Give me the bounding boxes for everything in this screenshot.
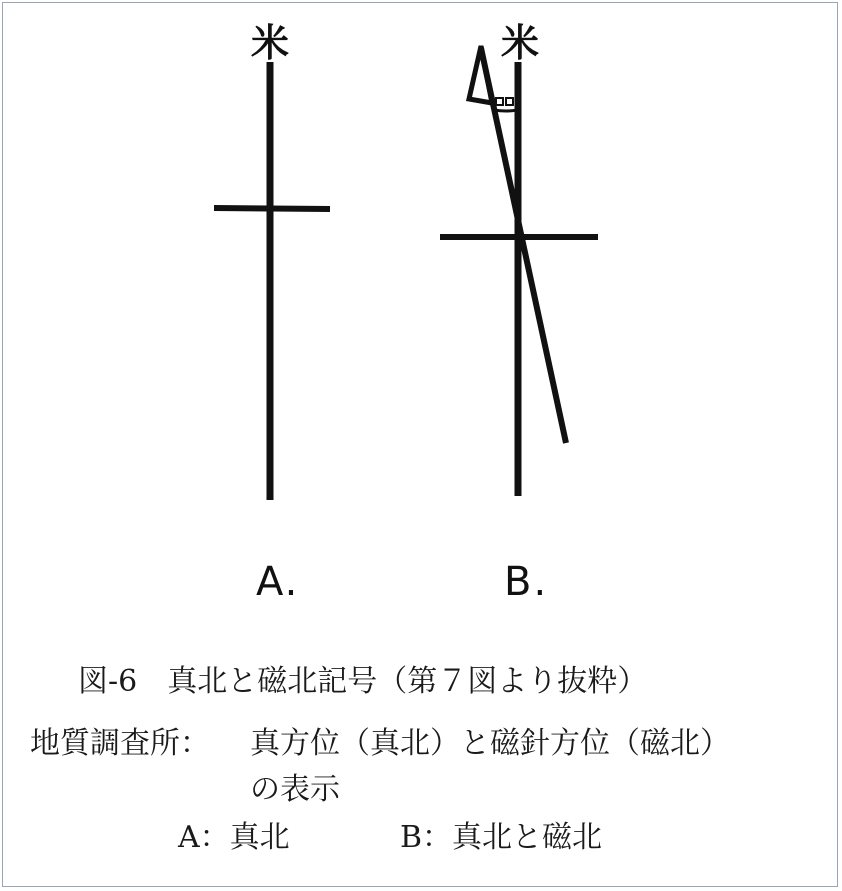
caption-description-line2: の表示 bbox=[250, 772, 340, 807]
panel-a-north-star-icon: 米 bbox=[250, 21, 290, 65]
panel-b-magnetic-arrow-head-icon bbox=[469, 46, 492, 103]
panel-b-label: B. bbox=[504, 559, 549, 605]
caption-legend-a: A：真北 bbox=[178, 820, 290, 855]
panel-b-declination-mark-2 bbox=[506, 98, 513, 105]
panel-b-declination-mark-1 bbox=[496, 98, 503, 105]
panel-b-true-and-magnetic-north-symbol bbox=[440, 21, 598, 496]
caption-legend-b: B：真北と磁北 bbox=[400, 820, 603, 855]
caption-description-line1: 真方位（真北）と磁針方位（磁北） bbox=[250, 726, 730, 761]
panel-b-north-star-icon: 米 bbox=[500, 21, 540, 65]
panel-a-label: A. bbox=[256, 559, 300, 605]
caption-title: 図-6 真北と磁北記号（第７図より抜粋） bbox=[78, 664, 648, 699]
panel-b-magnetic-north-line bbox=[481, 48, 566, 443]
panel-b-declination-arc bbox=[494, 110, 518, 111]
panel-a-cross-bar bbox=[214, 208, 330, 209]
caption-source: 地質調査所： bbox=[30, 726, 210, 761]
panel-a-true-north-symbol bbox=[214, 21, 330, 500]
